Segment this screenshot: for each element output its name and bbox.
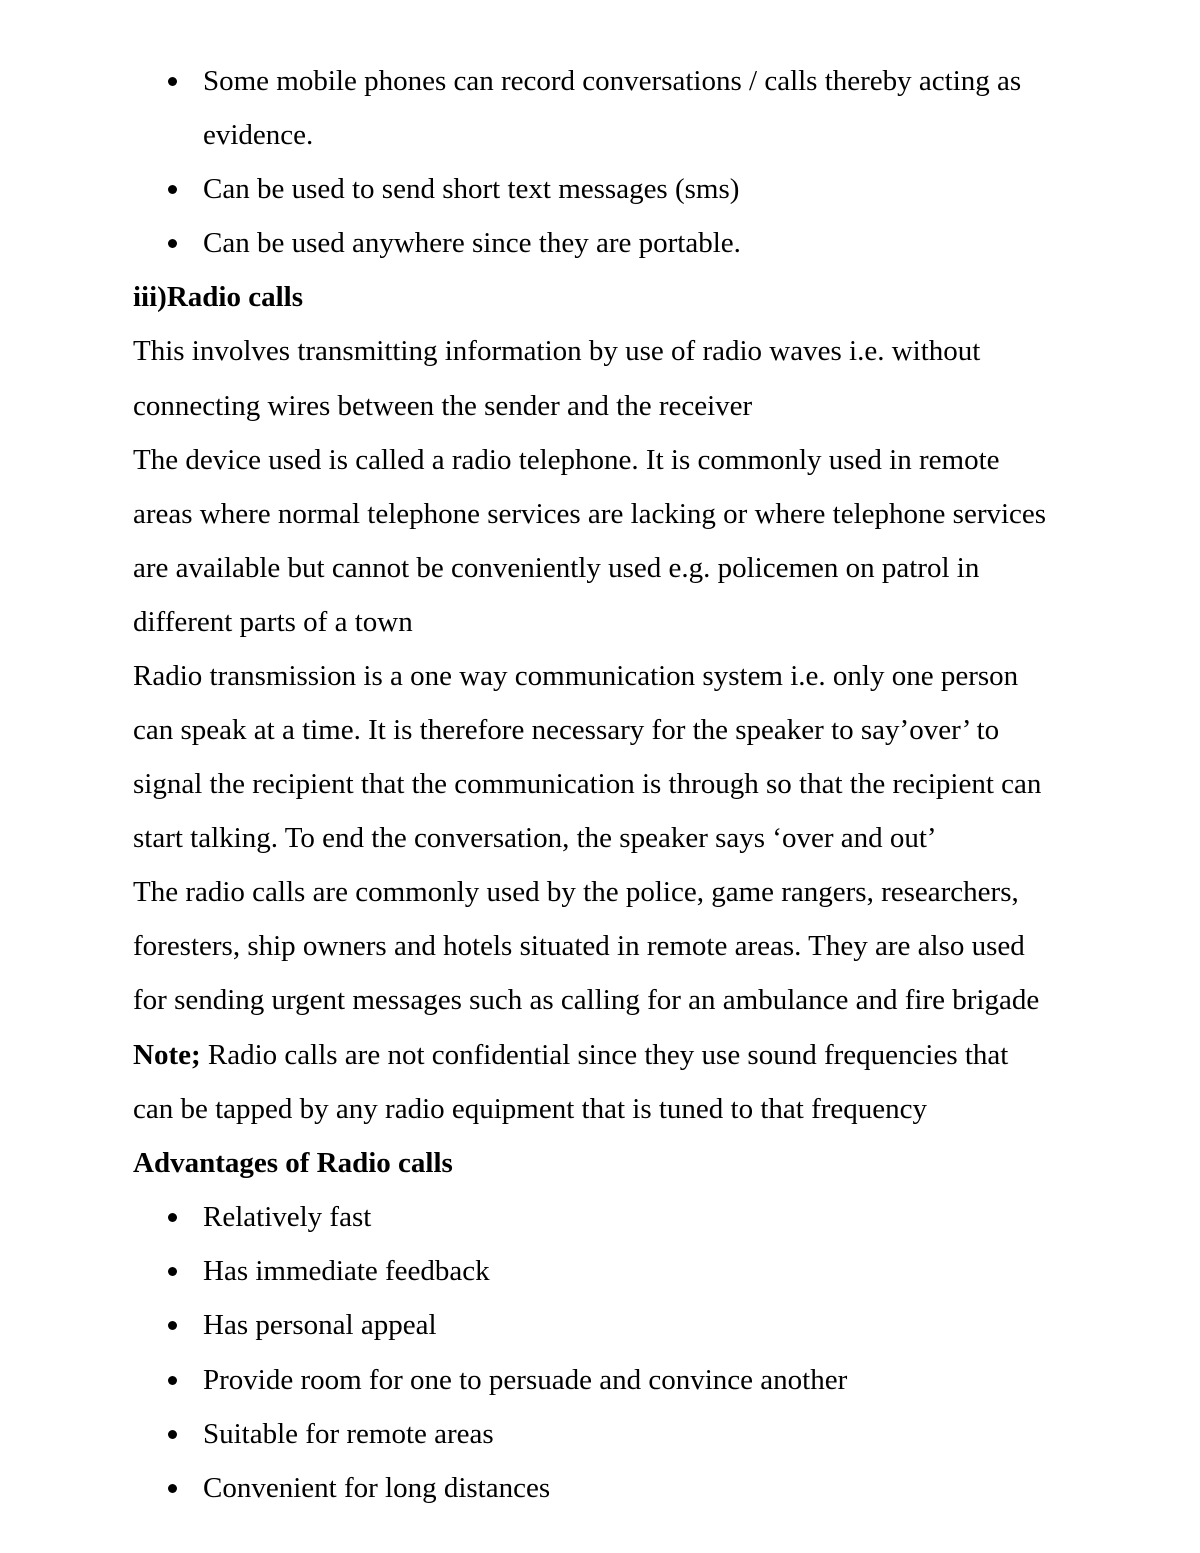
paragraph-line: start talking. To end the conversation, the speaker says ‘over and out’ bbox=[133, 822, 937, 854]
bullet-marker bbox=[168, 185, 177, 194]
list-item: Has immediate feedback bbox=[203, 1255, 490, 1287]
paragraph-line: connecting wires between the sender and the receiver bbox=[133, 390, 753, 422]
paragraph-line: areas where normal telephone services are lacking or where telephone services bbox=[133, 498, 1047, 530]
paragraph-line: signal the recipient that the communication is through so that the recipient can bbox=[133, 768, 1042, 800]
note-line: can be tapped by any radio equipment that is tuned to that frequency bbox=[133, 1093, 928, 1125]
list-item: Has personal appeal bbox=[203, 1309, 437, 1341]
list-item: Convenient for long distances bbox=[203, 1472, 551, 1504]
note-label: Note; bbox=[133, 1039, 201, 1071]
list-item: Relatively fast bbox=[203, 1201, 372, 1233]
paragraph-line: The radio calls are commonly used by the police, game rangers, researchers, bbox=[133, 876, 1019, 908]
paragraph-line: Radio transmission is a one way communication system i.e. only one person bbox=[133, 660, 1019, 692]
bullet-marker bbox=[168, 1376, 177, 1385]
section-heading: iii)Radio calls bbox=[133, 281, 303, 313]
list-item: Provide room for one to persuade and convince another bbox=[203, 1364, 848, 1396]
bullet-marker bbox=[168, 239, 177, 248]
paragraph-line: This involves transmitting information by use of radio waves i.e. without bbox=[133, 335, 981, 367]
paragraph-line: foresters, ship owners and hotels situated in remote areas. They are also used bbox=[133, 930, 1025, 962]
bullet-marker bbox=[168, 1213, 177, 1222]
advantages-heading: Advantages of Radio calls bbox=[133, 1147, 453, 1179]
list-item: Can be used to send short text messages (sms) bbox=[203, 173, 740, 205]
list-item: Can be used anywhere since they are portable. bbox=[203, 227, 741, 259]
list-item: Suitable for remote areas bbox=[203, 1418, 494, 1450]
note-text: Radio calls are not confidential since they use sound frequencies that bbox=[200, 1039, 1009, 1071]
bullet-marker bbox=[168, 1267, 177, 1276]
bullet-marker bbox=[168, 77, 177, 86]
list-item-continuation: evidence. bbox=[203, 119, 314, 151]
paragraph-line: are available but cannot be conveniently used e.g. policemen on patrol in bbox=[133, 552, 980, 584]
paragraph-line: can speak at a time. It is therefore necessary for the speaker to say’over’ to bbox=[133, 714, 1000, 746]
note-line bbox=[133, 1037, 1008, 1073]
bullet-marker bbox=[168, 1321, 177, 1330]
bullet-marker bbox=[168, 1430, 177, 1439]
bullet-marker bbox=[168, 1484, 177, 1493]
paragraph-line: for sending urgent messages such as calling for an ambulance and fire brigade bbox=[133, 984, 1040, 1016]
paragraph-line: The device used is called a radio telephone. It is commonly used in remote bbox=[133, 444, 1000, 476]
paragraph-line: different parts of a town bbox=[133, 606, 413, 638]
list-item: Some mobile phones can record conversations / calls thereby acting as bbox=[203, 65, 1022, 97]
